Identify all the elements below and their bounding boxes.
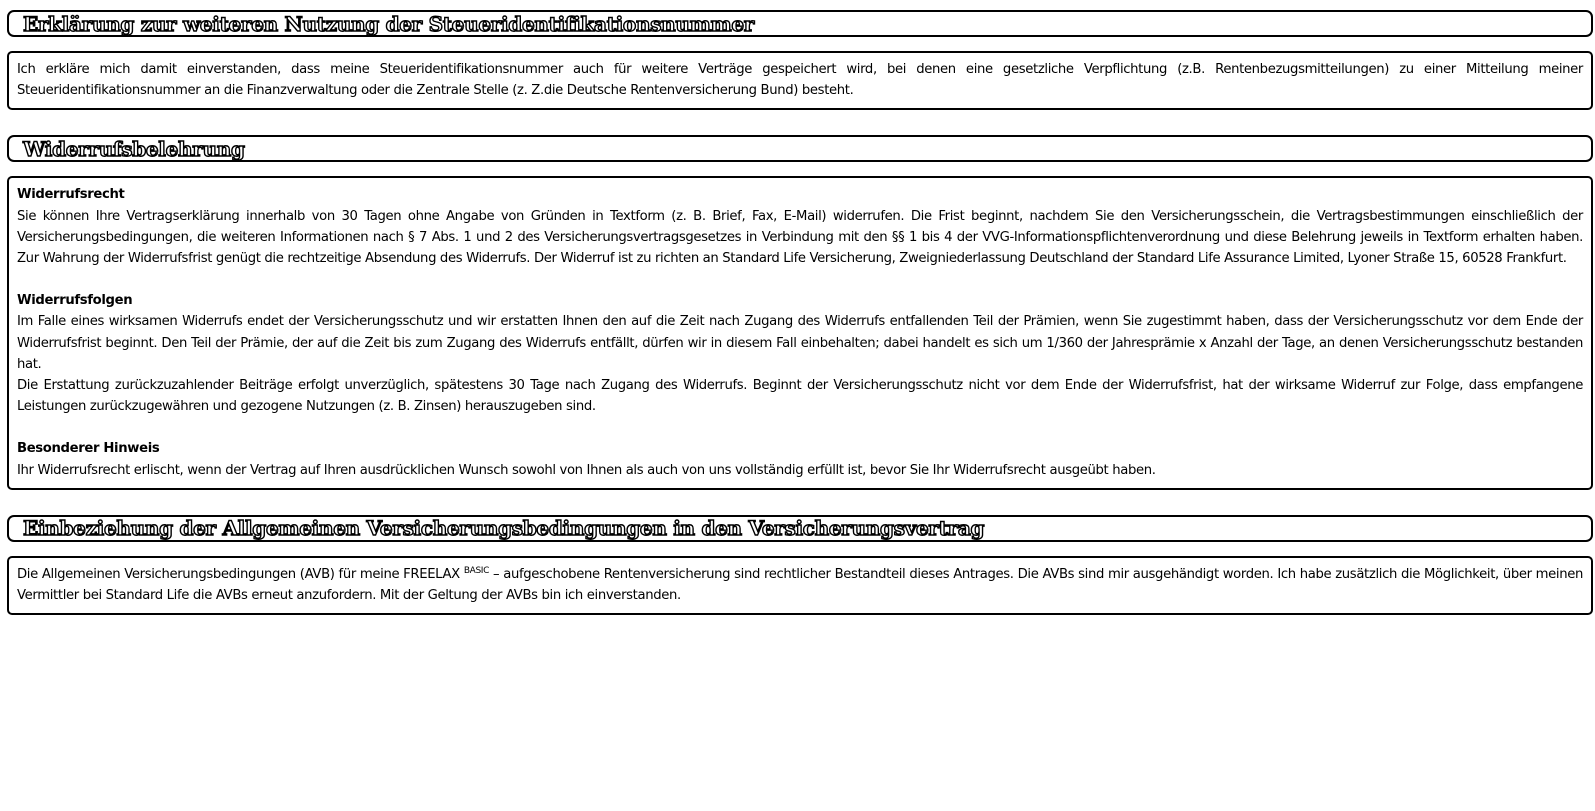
widerrufsrecht-text: Sie können Ihre Vertragserklärung innerhalb von 30 Tagen ohne Angabe von Gründen in Textform (z. B. Brief, Fax, E-Mail) widerrufen. Die Frist beginnt, nachdem Sie den Versicherungsschein, die Vertragsbestimmungen einschließlich der Versicherungsbedingungen, die weiteren Informationen nach § 7 Abs. 1 und 2 des Versicherungsvertragsgesetzes in Verbindung mit den §§ 1 bis 4 der VVG-Informationspflichtenverordnung und diese Belehrung jeweils in Textform erhalten haben. Zur Wahrung der Widerrufsfrist genügt die rechtzeitige Absendung des Widerrufs. Der Widerruf ist zu richten an Standard Life Versicherung, Zweigniederlassung Deutschland der Standard Life Assurance Limited, Lyoner Straße 15, 60528 Frankfurt. [17,208,1583,267]
avb-text-after: – aufgeschobene Rentenversicherung sind rechtlicher Bestandteil dieses Antrages. Die AVBs sind mir ausgehändigt worden. Ich habe zusätzlich die Möglichkeit, über meinen Vermittler bei Standard Life die AVBs erneut anzufordern. Mit der Geltung der AVBs bin ich einverstanden. [17,566,1584,604]
section-content-steuer-id [7,51,1593,110]
section-content-avb [7,556,1593,615]
section-title-avb: Einbeziehung der Allgemeinen Versicherungsbedingungen in den Versicherungsvertrag [23,516,985,541]
section-header-widerrufsbelehrung [7,135,1593,162]
section-header-steuer-id [7,10,1593,37]
besonderer-hinweis-text: Ihr Widerrufsrecht erlischt, wenn der Vertrag auf Ihren ausdrücklichen Wunsch sowohl von Ihnen als auch von uns vollständig erfüllt ist, bevor Sie Ihr Widerrufsrecht ausgeübt haben. [17,462,1156,478]
besonderer-hinweis-heading: Besonderer Hinweis [17,441,160,457]
widerrufsfolgen-text-2: Die Erstattung zurückzuzahlender Beiträge erfolgt unverzüglich, spätestens 30 Tage nach Zugang des Widerrufs. Beginnt der Versicherungsschutz nicht vor dem Ende der Widerrufsfrist, hat der wirksame Widerruf zur Folge, dass empfangene Leistungen zurückzugewähren und gezogene Nutzungen (z. B. Zinsen) herauszugeben sind. [17,378,1583,415]
document-page [7,10,1593,615]
avb-text-before: Die Allgemeinen Versicherungsbedingungen (AVB) für meine FREELAX [17,566,460,582]
section-title-widerrufsbelehrung: Widerrufsbelehrung [23,136,245,161]
steuer-id-text: Ich erkläre mich damit einverstanden, dass meine Steueridentifikationsnummer auch für weitere Verträge gespeichert wird, bei denen eine gesetzliche Verpflichtung (z.B. Rentenbezugsmitteilungen) zu einer Mitteilung meiner Steueridentifikationsnummer an die Finanzverwaltung oder die Zentrale Stelle (z. Z.die Deutsche Rentenversicherung Bund) besteht. [17,62,1583,99]
avb-text [17,564,1583,606]
avb-product-superscript: BASIC [463,565,490,576]
section-content-widerrufsbelehrung [7,176,1593,489]
section-header-avb [7,515,1593,542]
section-title-steuer-id: Erklärung zur weiteren Nutzung der Steueridentifikationsnummer [23,11,755,36]
widerrufsrecht-heading: Widerrufsrecht [17,187,125,203]
widerrufsfolgen-heading: Widerrufsfolgen [17,293,133,309]
widerrufsfolgen-text-1: Im Falle eines wirksamen Widerrufs endet der Versicherungsschutz und wir erstatten Ihnen den auf die Zeit nach Zugang des Widerrufs entfallenden Teil der Prämien, wenn Sie zugestimmt haben, dass der Versicherungsschutz vor dem Ende der Widerrufsfrist beginnt. Den Teil der Prämie, der auf die Zeit bis zum Zugang des Widerrufs entfällt, dürfen wir in diesem Fall einbehalten; dabei handelt es sich um 1/360 der Jahresprämie x Anzahl der Tage, an denen Versicherungsschutz bestanden hat. [17,314,1583,372]
